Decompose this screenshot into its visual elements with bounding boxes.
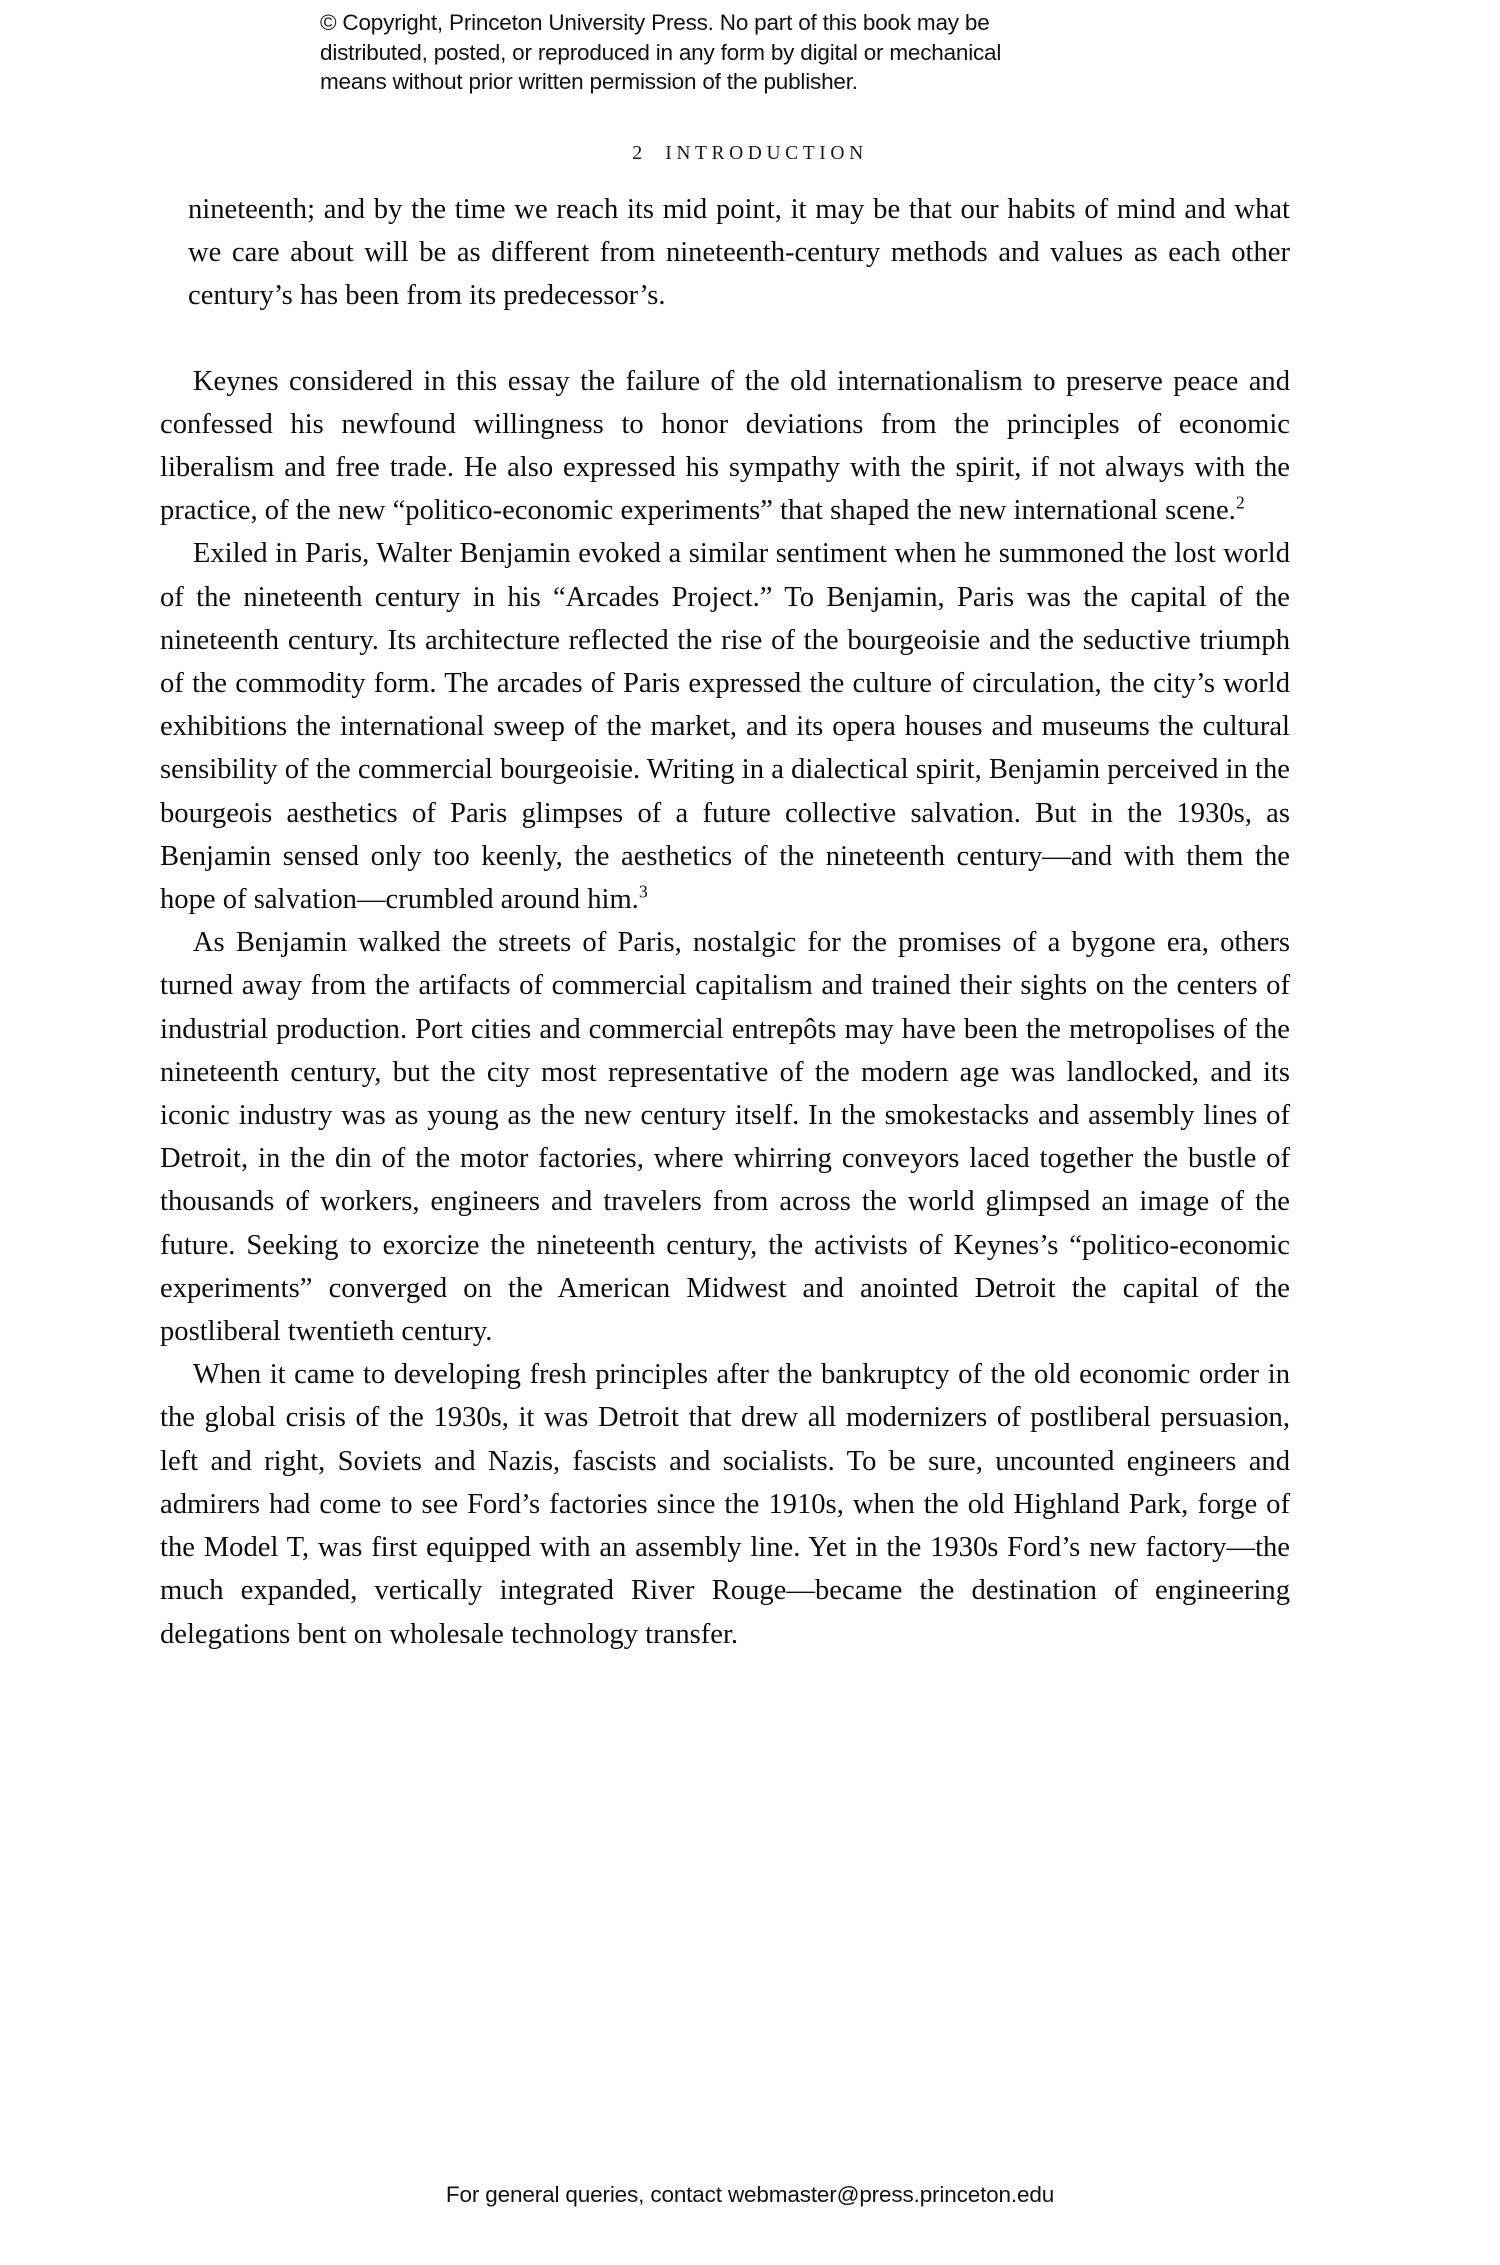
paragraph-river-rouge-text: When it came to developing fresh principles after the bankruptcy of the old economic order in the global crisis of the 1930s, it was Detroit that drew all modernizers of postliberal persuasion, left and right, Soviets and Nazis, fascists and socialists. To be sure, uncounted engineers and admirers had come to see Ford’s factories since the 1910s, when the old Highland Park, forge of the Model T, was first equipped with an assembly line. Yet in the 1930s Ford’s new factory—the much expanded, vertically integrated River Rouge—became the destination of engineering delegations bent on wholesale technology transfer. [160, 1359, 1290, 1650]
page-footer [0, 2182, 1500, 2208]
paragraph-continuation: nineteenth; and by the time we reach its mid point, it may be that our habits of mind and what we care about will be as different from nineteenth-century methods and values as each other century’s has been from its predecessor’s. [188, 194, 1290, 312]
paragraph-keynes-text: Keynes considered in this essay the failure of the old internationalism to preserve peace and confessed his newfound willingness to honor deviations from the principles of economic liberalism and free trade. He also expressed his sympathy with the spirit, if not always with the practice, of the new “politico-economic experiments” that shaped the new international scene. [160, 365, 1290, 527]
body-text-column [160, 188, 1290, 1656]
paragraph-detroit-text: As Benjamin walked the streets of Paris, nostalgic for the promises of a bygone era, others turned away from the artifacts of commercial capitalism and trained their sights on the centers of industrial production. Port cities and commercial entrepôts may have been the metropolises of the nineteenth century, but the city most representative of the modern age was landlocked, and its iconic industry was as young as the new century itself. In the smokestacks and assembly lines of Detroit, in the din of the motor factories, where whirring conveyors laced together the bustle of thousands of workers, engineers and travelers from across the world glimpsed an image of the future. Seeking to exorcize the nineteenth century, the activists of Keynes’s “politico-economic experiments” converged on the American Midwest and anointed Detroit the capital of the postliberal twentieth century. [160, 927, 1290, 1348]
page-number: 2 [632, 142, 644, 164]
copyright-line-2: distributed, posted, or reproduced in any form by digital or mechanical [320, 39, 1002, 65]
footnote-marker-3: 3 [638, 881, 648, 902]
continuation-block [188, 188, 1290, 318]
running-head [0, 140, 1500, 167]
copyright-notice [320, 8, 1160, 97]
copyright-line-1: © Copyright, Princeton University Press. No part of this book may be [320, 10, 990, 35]
paragraph-benjamin-arcades-text: Exiled in Paris, Walter Benjamin evoked a similar sentiment when he summoned the lost world of the nineteenth century in his “Arcades Project.” To Benjamin, Paris was the capital of the nineteenth century. Its architecture reflected the rise of the bourgeoisie and the seductive triumph of the commodity form. The arcades of Paris expressed the culture of circulation, the city’s world exhibitions the international sweep of the market, and its opera houses and museums the cultural sensibility of the commercial bourgeoisie. Writing in a dialectical spirit, Benjamin perceived in the bourgeois aesthetics of Paris glimpses of a future collective salvation. But in the 1930s, as Benjamin sensed only too keenly, the aesthetics of the nineteenth century—and with them the hope of salvation—crumbled around him. [160, 538, 1290, 916]
copyright-line-3: means without prior written permission of the publisher. [320, 69, 858, 94]
running-head-title: INTRODUCTION [665, 143, 868, 164]
paragraph-keynes [160, 360, 1290, 533]
paragraph-benjamin-arcades [160, 532, 1290, 921]
footnote-marker-2: 2 [1235, 492, 1245, 513]
paragraph-river-rouge [160, 1353, 1290, 1655]
footer-contact-text: For general queries, contact webmaster@press.princeton.edu [445, 2182, 1055, 2207]
paragraph-detroit [160, 921, 1290, 1353]
